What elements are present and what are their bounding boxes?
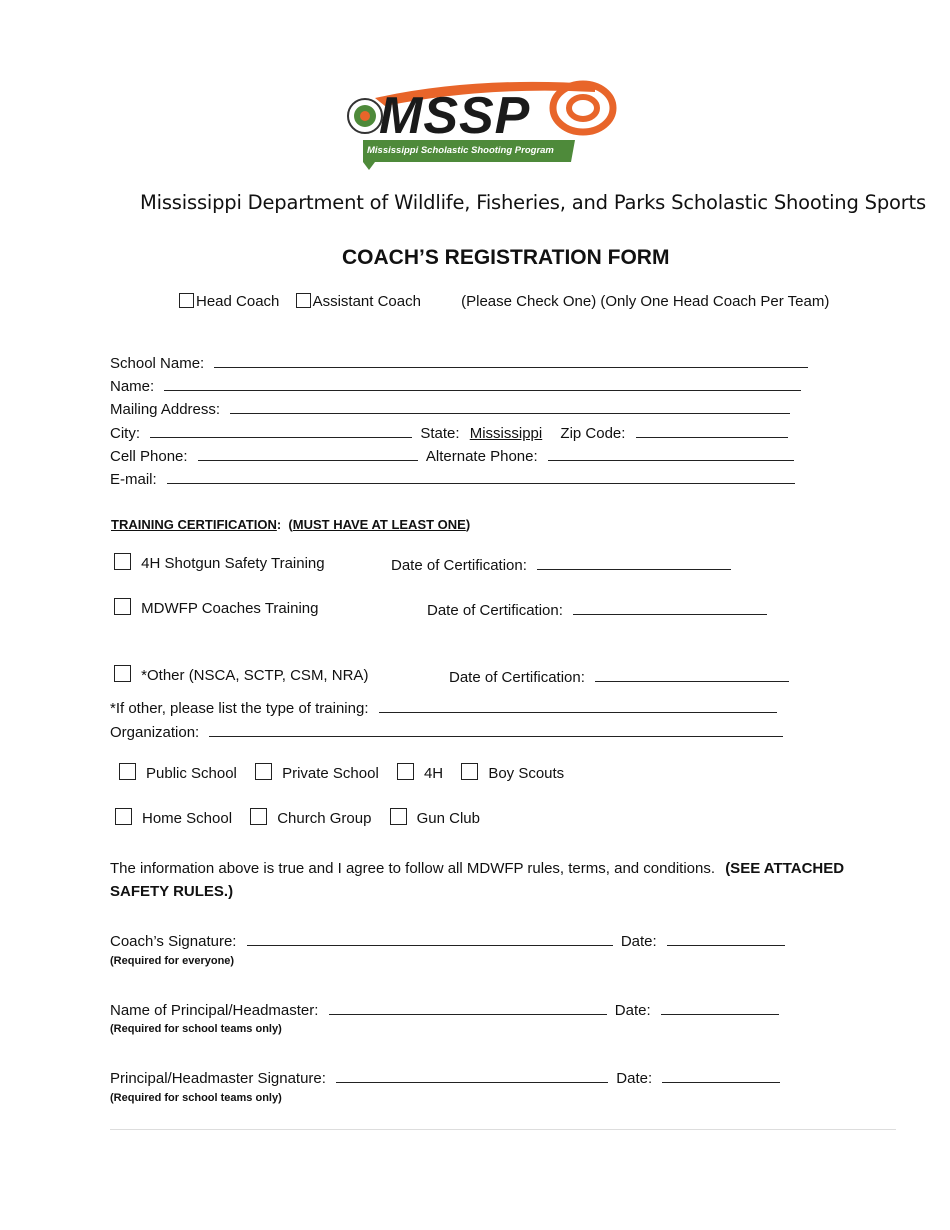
school-name-row bbox=[110, 353, 808, 372]
principal-signature-input[interactable] bbox=[336, 1068, 608, 1083]
training-4h-checkbox[interactable] bbox=[114, 553, 131, 570]
name-label: Name: bbox=[110, 378, 155, 395]
principal-name-date-label: Date: bbox=[614, 1002, 651, 1019]
role-note: (Please Check One) (Only One Head Coach Per Team) bbox=[461, 293, 830, 310]
public-school-label: Public School bbox=[146, 765, 237, 782]
training-4h-date-label: Date of Certification: bbox=[391, 557, 527, 574]
training-heading-a: TRAINING CERTIFICATION bbox=[111, 517, 277, 532]
principal-name-input[interactable] bbox=[329, 1000, 607, 1015]
gun-club-checkbox[interactable] bbox=[390, 808, 407, 825]
principal-name-label: Name of Principal/Headmaster: bbox=[110, 1002, 319, 1019]
gun-club-label: Gun Club bbox=[416, 810, 480, 827]
church-group-checkbox[interactable] bbox=[250, 808, 267, 825]
public-school-checkbox[interactable] bbox=[119, 763, 136, 780]
cell-phone-label: Cell Phone: bbox=[110, 448, 188, 465]
state-label: State: bbox=[420, 425, 460, 442]
mailing-address-input[interactable] bbox=[230, 399, 790, 414]
other-type-input[interactable] bbox=[379, 698, 777, 713]
principal-signature-date-input[interactable] bbox=[662, 1068, 780, 1083]
email-row bbox=[110, 469, 795, 488]
email-label: E-mail: bbox=[110, 471, 157, 488]
training-heading: TRAINING CERTIFICATION: (MUST HAVE AT LEAST ONE) bbox=[111, 517, 471, 532]
logo-tagline: Mississippi Scholastic Shooting Program bbox=[367, 145, 554, 156]
agreement-bold-b: SAFETY RULES.) bbox=[110, 883, 234, 900]
zip-input[interactable] bbox=[636, 423, 788, 438]
training-mdwfp-date-input[interactable] bbox=[573, 600, 767, 615]
training-other-date-label: Date of Certification: bbox=[449, 669, 585, 686]
training-4h-date bbox=[391, 555, 731, 574]
principal-signature-note: (Required for school teams only) bbox=[110, 1092, 282, 1104]
private-school-label: Private School bbox=[282, 765, 379, 782]
4h-label: 4H bbox=[423, 765, 444, 782]
role-row bbox=[179, 293, 829, 310]
training-item-other bbox=[114, 665, 368, 684]
training-4h-date-input[interactable] bbox=[537, 555, 731, 570]
logo-acronym: MSSP bbox=[379, 87, 531, 145]
training-mdwfp-date-label: Date of Certification: bbox=[427, 602, 563, 619]
school-name-label: School Name: bbox=[110, 355, 205, 372]
agreement-text: The information above is true and I agree to follow all MDWFP rules, terms, and conditions. bbox=[110, 860, 716, 877]
training-mdwfp-checkbox[interactable] bbox=[114, 598, 131, 615]
mailing-address-row bbox=[110, 399, 790, 418]
coach-date-input[interactable] bbox=[667, 931, 785, 946]
city-input[interactable] bbox=[150, 423, 412, 438]
agreement-bold-a: (SEE ATTACHED bbox=[725, 860, 845, 877]
agreement-line-1 bbox=[110, 860, 844, 877]
principal-name-note: (Required for school teams only) bbox=[110, 1023, 282, 1035]
assistant-coach-checkbox[interactable] bbox=[296, 293, 311, 308]
logo bbox=[345, 78, 617, 172]
church-group-label: Church Group bbox=[277, 810, 372, 827]
coach-signature-note: (Required for everyone) bbox=[110, 955, 235, 967]
coach-signature-row bbox=[110, 931, 785, 950]
state-value[interactable]: Mississippi bbox=[469, 425, 543, 442]
training-mdwfp-label: MDWFP Coaches Training bbox=[141, 600, 319, 617]
assistant-coach-label: Assistant Coach bbox=[312, 293, 421, 310]
other-type-label: *If other, please list the type of training: bbox=[110, 700, 369, 717]
alt-phone-label: Alternate Phone: bbox=[425, 448, 538, 465]
coach-signature-label: Coach’s Signature: bbox=[110, 933, 237, 950]
alt-phone-input[interactable] bbox=[548, 446, 794, 461]
school-name-input[interactable] bbox=[214, 353, 808, 368]
form-title: COACH’S REGISTRATION FORM bbox=[342, 246, 670, 269]
department-heading: Mississippi Department of Wildlife, Fisheries, and Parks Scholastic Shooting Sports bbox=[140, 191, 926, 214]
training-item-4h bbox=[114, 553, 325, 572]
4h-checkbox[interactable] bbox=[397, 763, 414, 780]
training-other-checkbox[interactable] bbox=[114, 665, 131, 682]
cell-phone-input[interactable] bbox=[198, 446, 418, 461]
principal-signature-label: Principal/Headmaster Signature: bbox=[110, 1070, 326, 1087]
coach-date-label: Date: bbox=[620, 933, 657, 950]
private-school-checkbox[interactable] bbox=[255, 763, 272, 780]
team-type-row-2 bbox=[115, 808, 494, 827]
organization-input[interactable] bbox=[209, 722, 783, 737]
principal-name-row bbox=[110, 1000, 779, 1019]
training-4h-label: 4H Shotgun Safety Training bbox=[141, 555, 325, 572]
principal-signature-row bbox=[110, 1068, 780, 1087]
head-coach-label: Head Coach bbox=[196, 293, 280, 310]
training-mdwfp-date bbox=[427, 600, 767, 619]
phone-row bbox=[110, 446, 794, 465]
footer-divider bbox=[110, 1129, 896, 1130]
training-heading-b: MUST HAVE AT LEAST ONE bbox=[292, 517, 466, 532]
other-type-row bbox=[110, 698, 777, 717]
team-type-row-1 bbox=[119, 763, 578, 782]
principal-signature-date-label: Date: bbox=[616, 1070, 653, 1087]
city-row bbox=[110, 423, 788, 442]
name-input[interactable] bbox=[164, 376, 801, 391]
boy-scouts-label: Boy Scouts bbox=[488, 765, 565, 782]
coach-signature-input[interactable] bbox=[247, 931, 613, 946]
training-item-mdwfp bbox=[114, 598, 318, 617]
mailing-address-label: Mailing Address: bbox=[110, 401, 221, 418]
training-other-label: *Other (NSCA, SCTP, CSM, NRA) bbox=[141, 667, 369, 684]
training-other-date bbox=[449, 667, 789, 686]
boy-scouts-checkbox[interactable] bbox=[461, 763, 478, 780]
email-input[interactable] bbox=[167, 469, 795, 484]
head-coach-checkbox[interactable] bbox=[179, 293, 194, 308]
organization-row bbox=[110, 722, 783, 741]
training-other-date-input[interactable] bbox=[595, 667, 789, 682]
city-label: City: bbox=[110, 425, 140, 442]
home-school-label: Home School bbox=[142, 810, 233, 827]
principal-name-date-input[interactable] bbox=[661, 1000, 779, 1015]
zip-label: Zip Code: bbox=[560, 425, 626, 442]
name-row bbox=[110, 376, 801, 395]
organization-label: Organization: bbox=[110, 724, 200, 741]
home-school-checkbox[interactable] bbox=[115, 808, 132, 825]
